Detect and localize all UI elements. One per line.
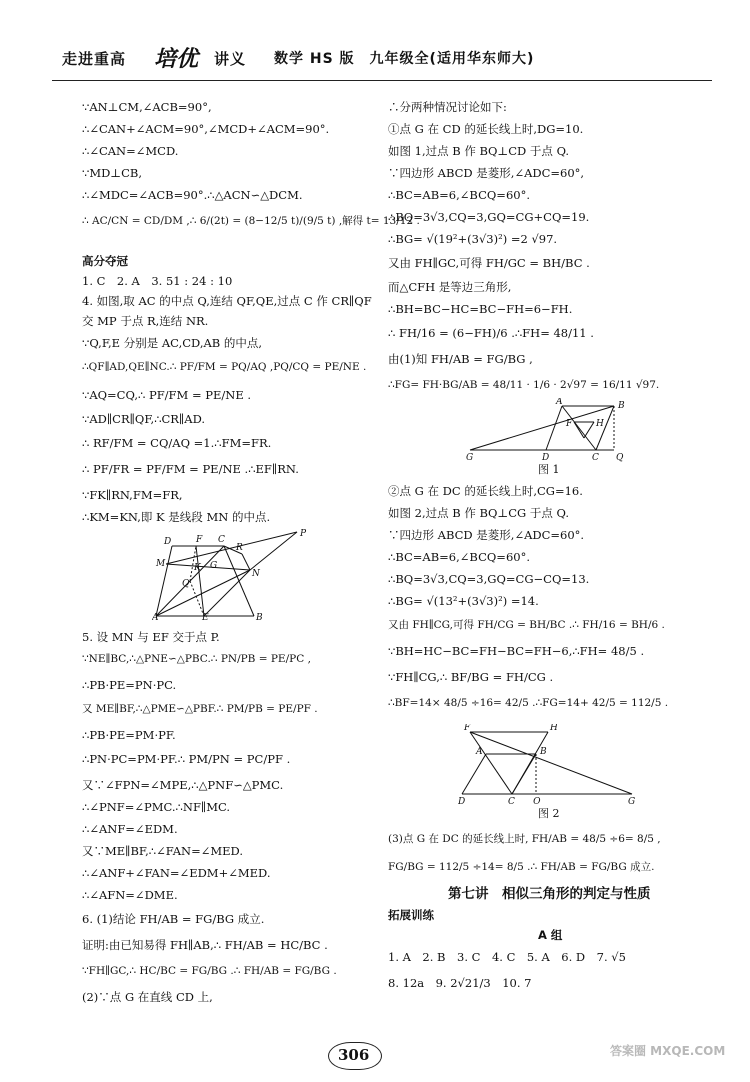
text-line: ∵Q,F,E 分别是 AC,CD,AB 的中点,: [82, 336, 263, 350]
text-line: ∴ PF/FR = PF/FM = PE/NE .∴EF∥RN.: [82, 462, 299, 476]
label-C: C: [508, 797, 515, 804]
text-line: ∴∠ANF=∠EDM.: [82, 822, 178, 836]
series-logo-calligraphy: 培优: [154, 46, 199, 72]
text-line: ∴分两种情况讨论如下:: [388, 100, 507, 114]
text-line: ∵AQ=CQ,∴ PF/FM = PE/NE .: [82, 388, 252, 402]
text-line: 又由 FH∥CG,可得 FH/CG = BH/BC .∴ FH/16 = BH/6 .: [388, 619, 665, 631]
series-title: 走进重高: [62, 50, 127, 68]
figure-2-caption: 图 2: [538, 807, 560, 820]
header-rule: [52, 80, 712, 81]
text-line: ∴PB·PE=PM·PF.: [82, 728, 176, 742]
lecture-title: 第七讲 相似三角形的判定与性质: [448, 886, 651, 902]
text-line: ∵四边形 ABCD 是菱形,∠ADC=60°.: [388, 528, 585, 542]
text-line: ∴BH=BC−HC=BC−FH=6−FH.: [388, 302, 573, 316]
text-line: ∴∠CAN=∠MCD.: [82, 144, 179, 158]
label-R: R: [236, 543, 243, 553]
text-line: 又∵ME∥BF,∴∠FAN=∠MED.: [82, 844, 243, 858]
book-info: 数学 HS 版 九年级全(适用华东师大): [274, 51, 535, 67]
text-line: 证明:由已知易得 FH∥AB,∴ FH/AB = HC/BC .: [82, 938, 328, 952]
label-C: C: [218, 535, 225, 545]
label-F: F: [464, 724, 471, 733]
text-line: 而△CFH 是等边三角形,: [388, 280, 512, 294]
geometry-figure-1: [464, 398, 634, 462]
geometry-figure-main: [152, 528, 312, 620]
text-line: ∵BH=HC−BC=FH−BC=FH−6,∴FH= 48/5 .: [388, 644, 645, 658]
text-line: 4. 如图,取 AC 的中点 Q,连结 QF,QE,过点 C 作 CR∥QF: [82, 294, 372, 308]
label-F: F: [566, 419, 573, 429]
geometry-figure-2: [458, 724, 638, 804]
label-G: G: [210, 561, 218, 571]
text-line: ∴∠PNF=∠PMC.∴NF∥MC.: [82, 800, 231, 814]
label-A: A: [556, 398, 563, 407]
text-line: ∵AD∥CR∥QF,∴CR∥AD.: [82, 412, 206, 426]
answer-line: 1. C 2. A 3. 51 : 24 : 10: [82, 274, 233, 288]
label-D: D: [164, 537, 172, 547]
label-K: K: [194, 563, 201, 573]
text-line: 交 MP 于点 R,连结 NR.: [82, 314, 209, 328]
page-number: 306: [338, 1046, 370, 1064]
text-line: 又由 FH∥GC,可得 FH/GC = BH/BC .: [388, 256, 590, 270]
label-A: A: [152, 613, 159, 620]
page-header: [52, 40, 712, 80]
text-line: ∴FG= FH·BG/AB = 48/11 · 1/6 · 2√97 = 16/11 √97.: [388, 379, 660, 391]
text-line: ∵MD⊥CB,: [82, 166, 143, 180]
text-line: ∴∠AFN=∠DME.: [82, 888, 178, 902]
text-line: ∴ RF/FM = CQ/AQ =1.∴FM=FR.: [82, 436, 272, 450]
text-line: ∵AN⊥CM,∠ACB=90°,: [82, 100, 212, 114]
text-line: ①点 G 在 CD 的延长线上时,DG=10.: [388, 122, 584, 136]
text-line: ∴BQ=3√3,CQ=3,GQ=CG−CQ=13.: [388, 572, 590, 586]
label-E: E: [202, 613, 209, 620]
text-line: ∴BC=AB=6,∠BCQ=60°.: [388, 188, 530, 202]
text-line: ∴BF=14× 48/5 ÷16= 42/5 .∴FG=14+ 42/5 = 112/5 .: [388, 697, 669, 709]
series-subtitle: 讲义: [214, 50, 247, 68]
label-C: C: [592, 453, 599, 462]
figure-1-caption: 图 1: [538, 463, 560, 476]
text-line: ∵FH∥GC,∴ HC/BC = FG/BG .∴ FH/AB = FG/BG .: [82, 965, 337, 977]
label-B: B: [540, 747, 547, 757]
text-line: ∴∠MDC=∠ACB=90°.∴△ACN∽△DCM.: [82, 188, 303, 202]
label-H: H: [550, 724, 558, 733]
text-line: ∵NE∥BC,∴△PNE∽△PBC.∴ PN/PB = PE/PC ,: [82, 653, 311, 665]
text-line: 6. (1)结论 FH/AB = FG/BG 成立.: [82, 912, 265, 926]
text-line: ∵FK∥RN,FM=FR,: [82, 488, 183, 502]
text-line: ∴∠CAN+∠ACM=90°,∠MCD+∠ACM=90°.: [82, 122, 330, 136]
label-B: B: [618, 401, 625, 411]
label-G: G: [466, 453, 474, 462]
answer-line: 8. 12a 9. 2√21/3 10. 7: [388, 976, 532, 990]
text-line: 又 ME∥BF,∴△PME∽△PBF.∴ PM/PB = PE/PF .: [82, 703, 318, 715]
label-G: G: [628, 797, 636, 804]
page-footer: [0, 1040, 750, 1082]
text-line: 如图 2,过点 B 作 BQ⊥CG 于点 Q.: [388, 506, 570, 520]
label-N: N: [252, 569, 260, 579]
label-D: D: [542, 453, 550, 462]
text-line: ∴∠ANF+∠FAN=∠EDM+∠MED.: [82, 866, 271, 880]
text-line: ∵四边形 ABCD 是菱形,∠ADC=60°,: [388, 166, 585, 180]
watermark: 答案圈 MXQE.COM: [610, 1044, 726, 1058]
label-Q: Q: [533, 797, 541, 804]
label-P: P: [300, 529, 307, 539]
label-Q: Q: [182, 579, 190, 589]
text-line: 如图 1,过点 B 作 BQ⊥CD 于点 Q.: [388, 144, 570, 158]
label-F: F: [196, 535, 203, 545]
answer-line: 1. A 2. B 3. C 4. C 5. A 6. D 7. √5: [388, 950, 626, 964]
text-line: (2)∵点 G 在直线 CD 上,: [82, 990, 213, 1004]
text-line: 5. 设 MN 与 EF 交于点 P.: [82, 630, 220, 644]
group-heading: A 组: [538, 928, 563, 942]
label-B: B: [256, 613, 263, 620]
text-line: ∵FH∥CG,∴ BF/BG = FH/CG .: [388, 670, 554, 684]
text-line: FG/BG = 112/5 ÷14= 8/5 .∴ FH/AB = FG/BG 成立.: [388, 861, 655, 873]
text-line: ∴ FH/16 = (6−FH)/6 .∴FH= 48/11 .: [388, 326, 594, 340]
text-line: ∴BC=AB=6,∠BCQ=60°.: [388, 550, 530, 564]
text-line: ∴PB·PE=PN·PC.: [82, 678, 177, 692]
text-line: ②点 G 在 DC 的延长线上时,CG=16.: [388, 484, 583, 498]
text-line: ∴ AC/CN = CD/DM ,∴ 6/(2t) = (8−12/5 t)/(9/5 t) ,解得 t= 13/12 .: [82, 215, 420, 227]
label-A: A: [476, 747, 483, 757]
text-line: ∴PN·PC=PM·PF.∴ PM/PN = PC/PF .: [82, 752, 291, 766]
section-heading: 拓展训练: [388, 908, 434, 922]
label-H: H: [596, 419, 604, 429]
section-heading: 高分夺冠: [82, 254, 128, 268]
text-line: 由(1)知 FH/AB = FG/BG ,: [388, 352, 533, 366]
text-line: (3)点 G 在 DC 的延长线上时, FH/AB = 48/5 ÷6= 8/5 ,: [388, 833, 661, 845]
text-line: 又∵∠FPN=∠MPE,∴△PNF∽△PMC.: [82, 778, 284, 792]
text-line: ∴QF∥AD,QE∥NC.∴ PF/FM = PQ/AQ ,PQ/CQ = PE/NE .: [82, 361, 367, 373]
label-Q: Q: [616, 453, 624, 462]
text-line: ∴BG= √(13²+(3√3)²) =14.: [388, 594, 539, 608]
label-D: D: [458, 797, 466, 804]
text-line: ∴KM=KN,即 K 是线段 MN 的中点.: [82, 510, 271, 524]
text-line: ∴BG= √(19²+(3√3)²) =2 √97.: [388, 232, 558, 246]
text-line: ∴BQ=3√3,CQ=3,GQ=CG+CQ=19.: [388, 210, 590, 224]
label-M: M: [156, 559, 166, 569]
